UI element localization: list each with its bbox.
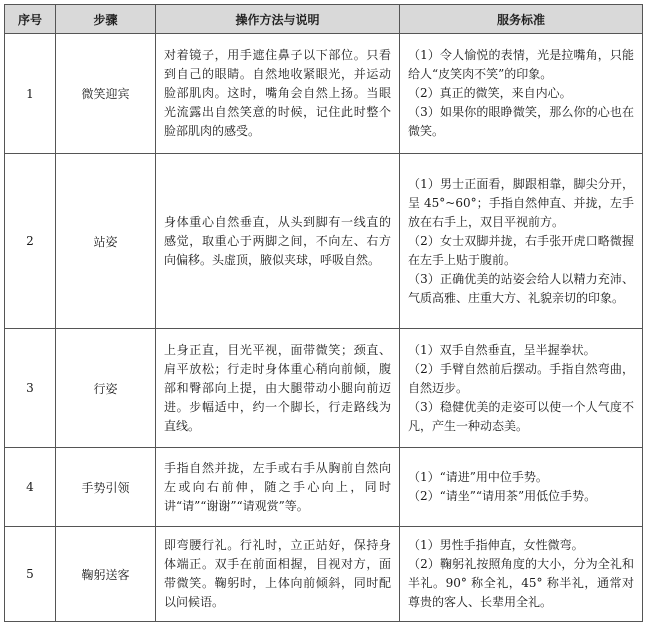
row-method: 手指自然并拢，左手或右手从胸前自然向左或向右前伸，随之手心向上，同时讲“请”“谢谢”“请观赏”等。 bbox=[156, 448, 400, 527]
standard-item: （2）“请坐”“请用茶”用低位手势。 bbox=[408, 489, 597, 503]
row-method: 上身正直，目光平视，面带微笑；颈直、肩平放松；行走时身体重心稍向前倾，腹部和臀部向上提，由大腿带动小腿向前迈进。步幅适中，约一个脚长，行走路线为直线。 bbox=[156, 329, 400, 448]
standard-item: （2）鞠躬礼按照角度的大小，分为全礼和半礼。90° 称全礼，45° 称半礼，通常对尊贵的客人、长辈用全礼。 bbox=[408, 557, 634, 609]
etiquette-table-container bbox=[4, 4, 642, 622]
service-etiquette-table bbox=[4, 4, 643, 622]
table-row bbox=[5, 34, 643, 154]
standard-item: （3）稳健优美的走姿可以使一个人气度不凡，产生一种动态美。 bbox=[408, 399, 634, 433]
row-num: 2 bbox=[5, 154, 56, 329]
row-standard bbox=[400, 154, 643, 329]
header-num: 序号 bbox=[5, 5, 56, 34]
row-method: 对着镜子，用手遮住鼻子以下部位。只看到自己的眼睛。自然地收紧眼光，并运动脸部肌肉。这时，嘴角会自然上扬。当眼光流露出自然笑意的时候，记住此时整个脸部肌肉的感受。 bbox=[156, 34, 400, 154]
row-step: 微笑迎宾 bbox=[56, 34, 156, 154]
standard-item: （3）如果你的眼睁微笑，那么你的心也在微笑。 bbox=[408, 105, 634, 138]
standard-item: （1）令人愉悦的表情，光是拉嘴角，只能给人“皮笑肉不笑”的印象。 bbox=[408, 48, 634, 81]
table-row bbox=[5, 329, 643, 448]
table-row bbox=[5, 154, 643, 329]
standard-item: （1）男性手指伸直，女性微弯。 bbox=[408, 538, 584, 552]
standard-item: （1）“请进”用中位手势。 bbox=[408, 470, 548, 484]
row-num: 5 bbox=[5, 527, 56, 622]
row-standard bbox=[400, 448, 643, 527]
standard-item: （1）双手自然垂直，呈半握拳状。 bbox=[408, 342, 596, 357]
row-standard bbox=[400, 34, 643, 154]
header-standard: 服务标准 bbox=[400, 5, 643, 34]
row-method: 即弯腰行礼。行礼时，立正站好，保持身体端正。双手在前面相握，目视对方，面带微笑。鞠躬时，上体向前倾斜，同时配以问候语。 bbox=[156, 527, 400, 622]
standard-item: （2）手臂自然前后摆动。手指自然弯曲，自然迈步。 bbox=[408, 361, 634, 395]
row-num: 1 bbox=[5, 34, 56, 154]
standard-item: （2）真正的微笑，来自内心。 bbox=[408, 86, 572, 100]
standard-item: （2）女士双脚并拢，右手张开虎口略微握在左手上贴于腹前。 bbox=[408, 233, 634, 267]
row-step: 手势引领 bbox=[56, 448, 156, 527]
row-step: 行姿 bbox=[56, 329, 156, 448]
row-step: 站姿 bbox=[56, 154, 156, 329]
row-num: 3 bbox=[5, 329, 56, 448]
table-row bbox=[5, 527, 643, 622]
table-row bbox=[5, 448, 643, 527]
standard-item: （1）男士正面看，脚跟相靠，脚尖分开，呈 45°~60°；手指自然伸直、并拢，左手放在右手上，双目平视前方。 bbox=[408, 176, 634, 229]
row-num: 4 bbox=[5, 448, 56, 527]
table-header-row bbox=[5, 5, 643, 34]
row-standard bbox=[400, 329, 643, 448]
row-step: 鞠躬送客 bbox=[56, 527, 156, 622]
row-standard bbox=[400, 527, 643, 622]
standard-item: （3）正确优美的站姿会给人以精力充沛、气质高雅、庄重大方、礼貌亲切的印象。 bbox=[408, 271, 634, 305]
header-step: 步骤 bbox=[56, 5, 156, 34]
row-method: 身体重心自然垂直，从头到脚有一线直的感觉，取重心于两脚之间，不向左、右方向偏移。头虚顶，腋似夹球，呼吸自然。 bbox=[156, 154, 400, 329]
header-method: 操作方法与说明 bbox=[156, 5, 400, 34]
